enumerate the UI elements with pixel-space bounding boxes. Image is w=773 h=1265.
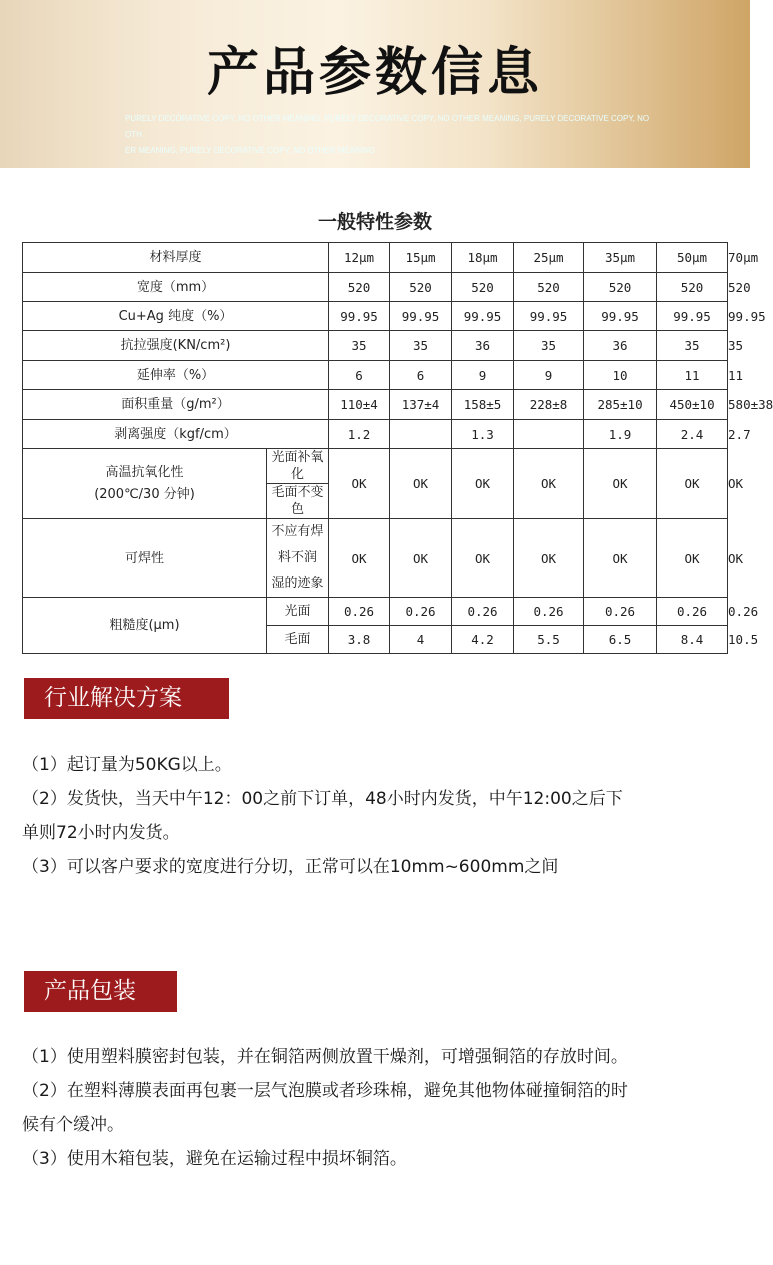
- solutions-item: （3）可以客户要求的宽度进行分切，正常可以在10mm~600mm之间: [22, 857, 559, 877]
- oxidation-sub-cell: 毛面不变色: [267, 484, 329, 519]
- table-cell: 450±10: [657, 390, 728, 420]
- table-cell: 0.26: [657, 598, 728, 626]
- table-cell: 36: [584, 331, 657, 361]
- solutions-list: [22, 748, 737, 884]
- table-cell: 0.26: [329, 598, 390, 626]
- solutions-item: （2）发货快，当天中午12：00之前下订单，48小时内发货，中午12:00之后下: [22, 789, 623, 809]
- table-cell: 0.26: [514, 598, 584, 626]
- banner: [0, 0, 750, 168]
- roughness-sub-cell: 毛面: [267, 626, 329, 654]
- decorative-subtitle-line-1: PURELY DECORATIVE COPY, NO OTHER MEANING, PURELY DECORATIVE COPY, NO OTHER MEANING, PURELY DECORATIVE COPY, NO OTH: [125, 114, 650, 139]
- table-cell: OK: [329, 449, 390, 519]
- table-cell: OK: [514, 449, 584, 519]
- table-cell: 5.5: [514, 626, 584, 654]
- table-cell: 8.4: [657, 626, 728, 654]
- table-cell: OK: [390, 519, 452, 598]
- table-cell: [390, 420, 452, 449]
- solutions-item: （1）起订量为50KG以上。: [22, 755, 232, 775]
- table-cell: OK: [584, 449, 657, 519]
- thickness-header-cell: 50μm: [657, 243, 728, 273]
- table-cell: OK: [390, 449, 452, 519]
- table-cell: 99.95: [452, 302, 514, 331]
- row-label-cell: 剥离强度（kgf/cm）: [23, 420, 329, 449]
- table-cell: 99.95: [584, 302, 657, 331]
- table-row: 面积重量（g/m²） 110±4 137±4 158±5 228±8 285±10 450±10 580±38: [23, 390, 728, 420]
- table-cell: 11: [657, 361, 728, 390]
- packaging-list: [22, 1040, 737, 1176]
- table-cell: 520: [390, 273, 452, 302]
- table-cell: 0.26: [452, 598, 514, 626]
- header-label-cell: 材料厚度: [23, 243, 329, 273]
- table-cell: OK: [452, 519, 514, 598]
- packaging-item: （3）使用木箱包装，避免在运输过程中损坏铜箔。: [22, 1149, 407, 1169]
- table-cell: 0.26: [390, 598, 452, 626]
- thickness-header-cell: 15μm: [390, 243, 452, 273]
- table-row: Cu+Ag 纯度（%） 99.95 99.95 99.95 99.95 99.95 99.95 99.95: [23, 302, 728, 331]
- table-cell: 6: [390, 361, 452, 390]
- solder-label-cell: 可焊性: [23, 519, 267, 598]
- solutions-heading: 行业解决方案: [24, 678, 229, 719]
- solutions-item: 单则72小时内发货。: [22, 823, 180, 843]
- table-cell: OK: [657, 449, 728, 519]
- spec-table: [22, 242, 773, 654]
- table-cell: 99.95: [514, 302, 584, 331]
- table-cell: OK: [657, 519, 728, 598]
- oxidation-label-cell: [23, 449, 267, 519]
- table-cell: 1.9: [584, 420, 657, 449]
- table-row: 可焊性 不应有焊料不润 湿的迹象 OK OK OK OK OK OK OK: [23, 519, 728, 559]
- table-row: 毛面 3.8 4 4.2 5.5 6.5 8.4 10.5: [23, 626, 728, 654]
- table-row: 剥离强度（kgf/cm） 1.2 1.3 1.9 2.4 2.7: [23, 420, 728, 449]
- row-label-cell: 面积重量（g/m²）: [23, 390, 329, 420]
- table-cell: 9: [514, 361, 584, 390]
- packaging-heading: 产品包装: [24, 971, 177, 1012]
- packaging-item: 候有个缓冲。: [22, 1115, 124, 1135]
- table-cell: 520: [514, 273, 584, 302]
- thickness-header-cell: 12μm: [329, 243, 390, 273]
- table-cell: OK: [329, 519, 390, 598]
- decorative-subtitle: [125, 111, 655, 159]
- roughness-label-cell: 粗糙度(μm): [23, 598, 267, 654]
- table-cell: 1.2: [329, 420, 390, 449]
- oxidation-sub-cell: 光面补氧化: [267, 449, 329, 484]
- page-title: 产品参数信息: [206, 43, 543, 103]
- packaging-item: （1）使用塑料膜密封包装，并在铜箔两侧放置干燥剂，可增强铜箔的存放时间。: [22, 1047, 628, 1067]
- table-row: 抗拉强度(KN/cm²) 35 35 36 35 36 35 35: [23, 331, 728, 361]
- table-cell: 9: [452, 361, 514, 390]
- table-cell: 35: [514, 331, 584, 361]
- table-cell: 36: [452, 331, 514, 361]
- table-cell: 35: [657, 331, 728, 361]
- thickness-header-cell: 18μm: [452, 243, 514, 273]
- table-cell: 35: [329, 331, 390, 361]
- table-cell: 3.8: [329, 626, 390, 654]
- solder-sub-cell: [267, 519, 329, 598]
- table-cell: 4.2: [452, 626, 514, 654]
- decorative-subtitle-line-2: ER MEANING, PURELY DECORATIVE COPY, NO OTHER MEANING: [125, 146, 376, 155]
- row-label-cell: 延伸率（%）: [23, 361, 329, 390]
- table-cell: 285±10: [584, 390, 657, 420]
- table-cell: OK: [584, 519, 657, 598]
- thickness-header-cell: 35μm: [584, 243, 657, 273]
- table-cell: 99.95: [329, 302, 390, 331]
- table-cell: 99.95: [657, 302, 728, 331]
- oxidation-label-line: 高温抗氧化性: [105, 464, 184, 480]
- table-cell: [514, 420, 584, 449]
- table-cell: 158±5: [452, 390, 514, 420]
- roughness-sub-cell: 光面: [267, 598, 329, 626]
- packaging-item: （2）在塑料薄膜表面再包裹一层气泡膜或者珍珠棉，避免其他物体碰撞铜箔的时: [22, 1081, 628, 1101]
- solder-sub-line: 不应有焊料不润: [271, 524, 324, 565]
- table-title: 一般特性参数: [317, 211, 432, 233]
- thickness-header-cell: 25μm: [514, 243, 584, 273]
- table-cell: 228±8: [514, 390, 584, 420]
- table-row: 材料厚度 12μm 15μm 18μm 25μm 35μm 50μm 70μm: [23, 243, 728, 273]
- table-row: 延伸率（%） 6 6 9 9 10 11 11: [23, 361, 728, 390]
- table-row: 高温抗氧化性 (200℃/30 分钟) 光面补氧化 OK OK OK OK OK OK OK: [23, 449, 728, 484]
- solder-sub-line: 湿的迹象: [271, 576, 324, 591]
- table-cell: 520: [584, 273, 657, 302]
- table-cell: 520: [452, 273, 514, 302]
- row-label-cell: Cu+Ag 纯度（%）: [23, 302, 329, 331]
- table-cell: 10: [584, 361, 657, 390]
- table-cell: 520: [657, 273, 728, 302]
- table-cell: 110±4: [329, 390, 390, 420]
- table-cell: 2.4: [657, 420, 728, 449]
- oxidation-label-line: (200℃/30 分钟): [94, 486, 195, 502]
- row-label-cell: 抗拉强度(KN/cm²): [23, 331, 329, 361]
- table-cell: OK: [514, 519, 584, 598]
- table-cell: 6: [329, 361, 390, 390]
- table-cell: 137±4: [390, 390, 452, 420]
- table-cell: 6.5: [584, 626, 657, 654]
- table-cell: 520: [329, 273, 390, 302]
- table-cell: 0.26: [584, 598, 657, 626]
- table-row: 宽度（mm） 520 520 520 520 520 520 520: [23, 273, 728, 302]
- table-cell: 1.3: [452, 420, 514, 449]
- table-cell: OK: [452, 449, 514, 519]
- table-cell: 99.95: [390, 302, 452, 331]
- table-cell: 4: [390, 626, 452, 654]
- table-row: 粗糙度(μm) 光面 0.26 0.26 0.26 0.26 0.26 0.26 0.26: [23, 598, 728, 626]
- table-cell: 35: [390, 331, 452, 361]
- row-label-cell: 宽度（mm）: [23, 273, 329, 302]
